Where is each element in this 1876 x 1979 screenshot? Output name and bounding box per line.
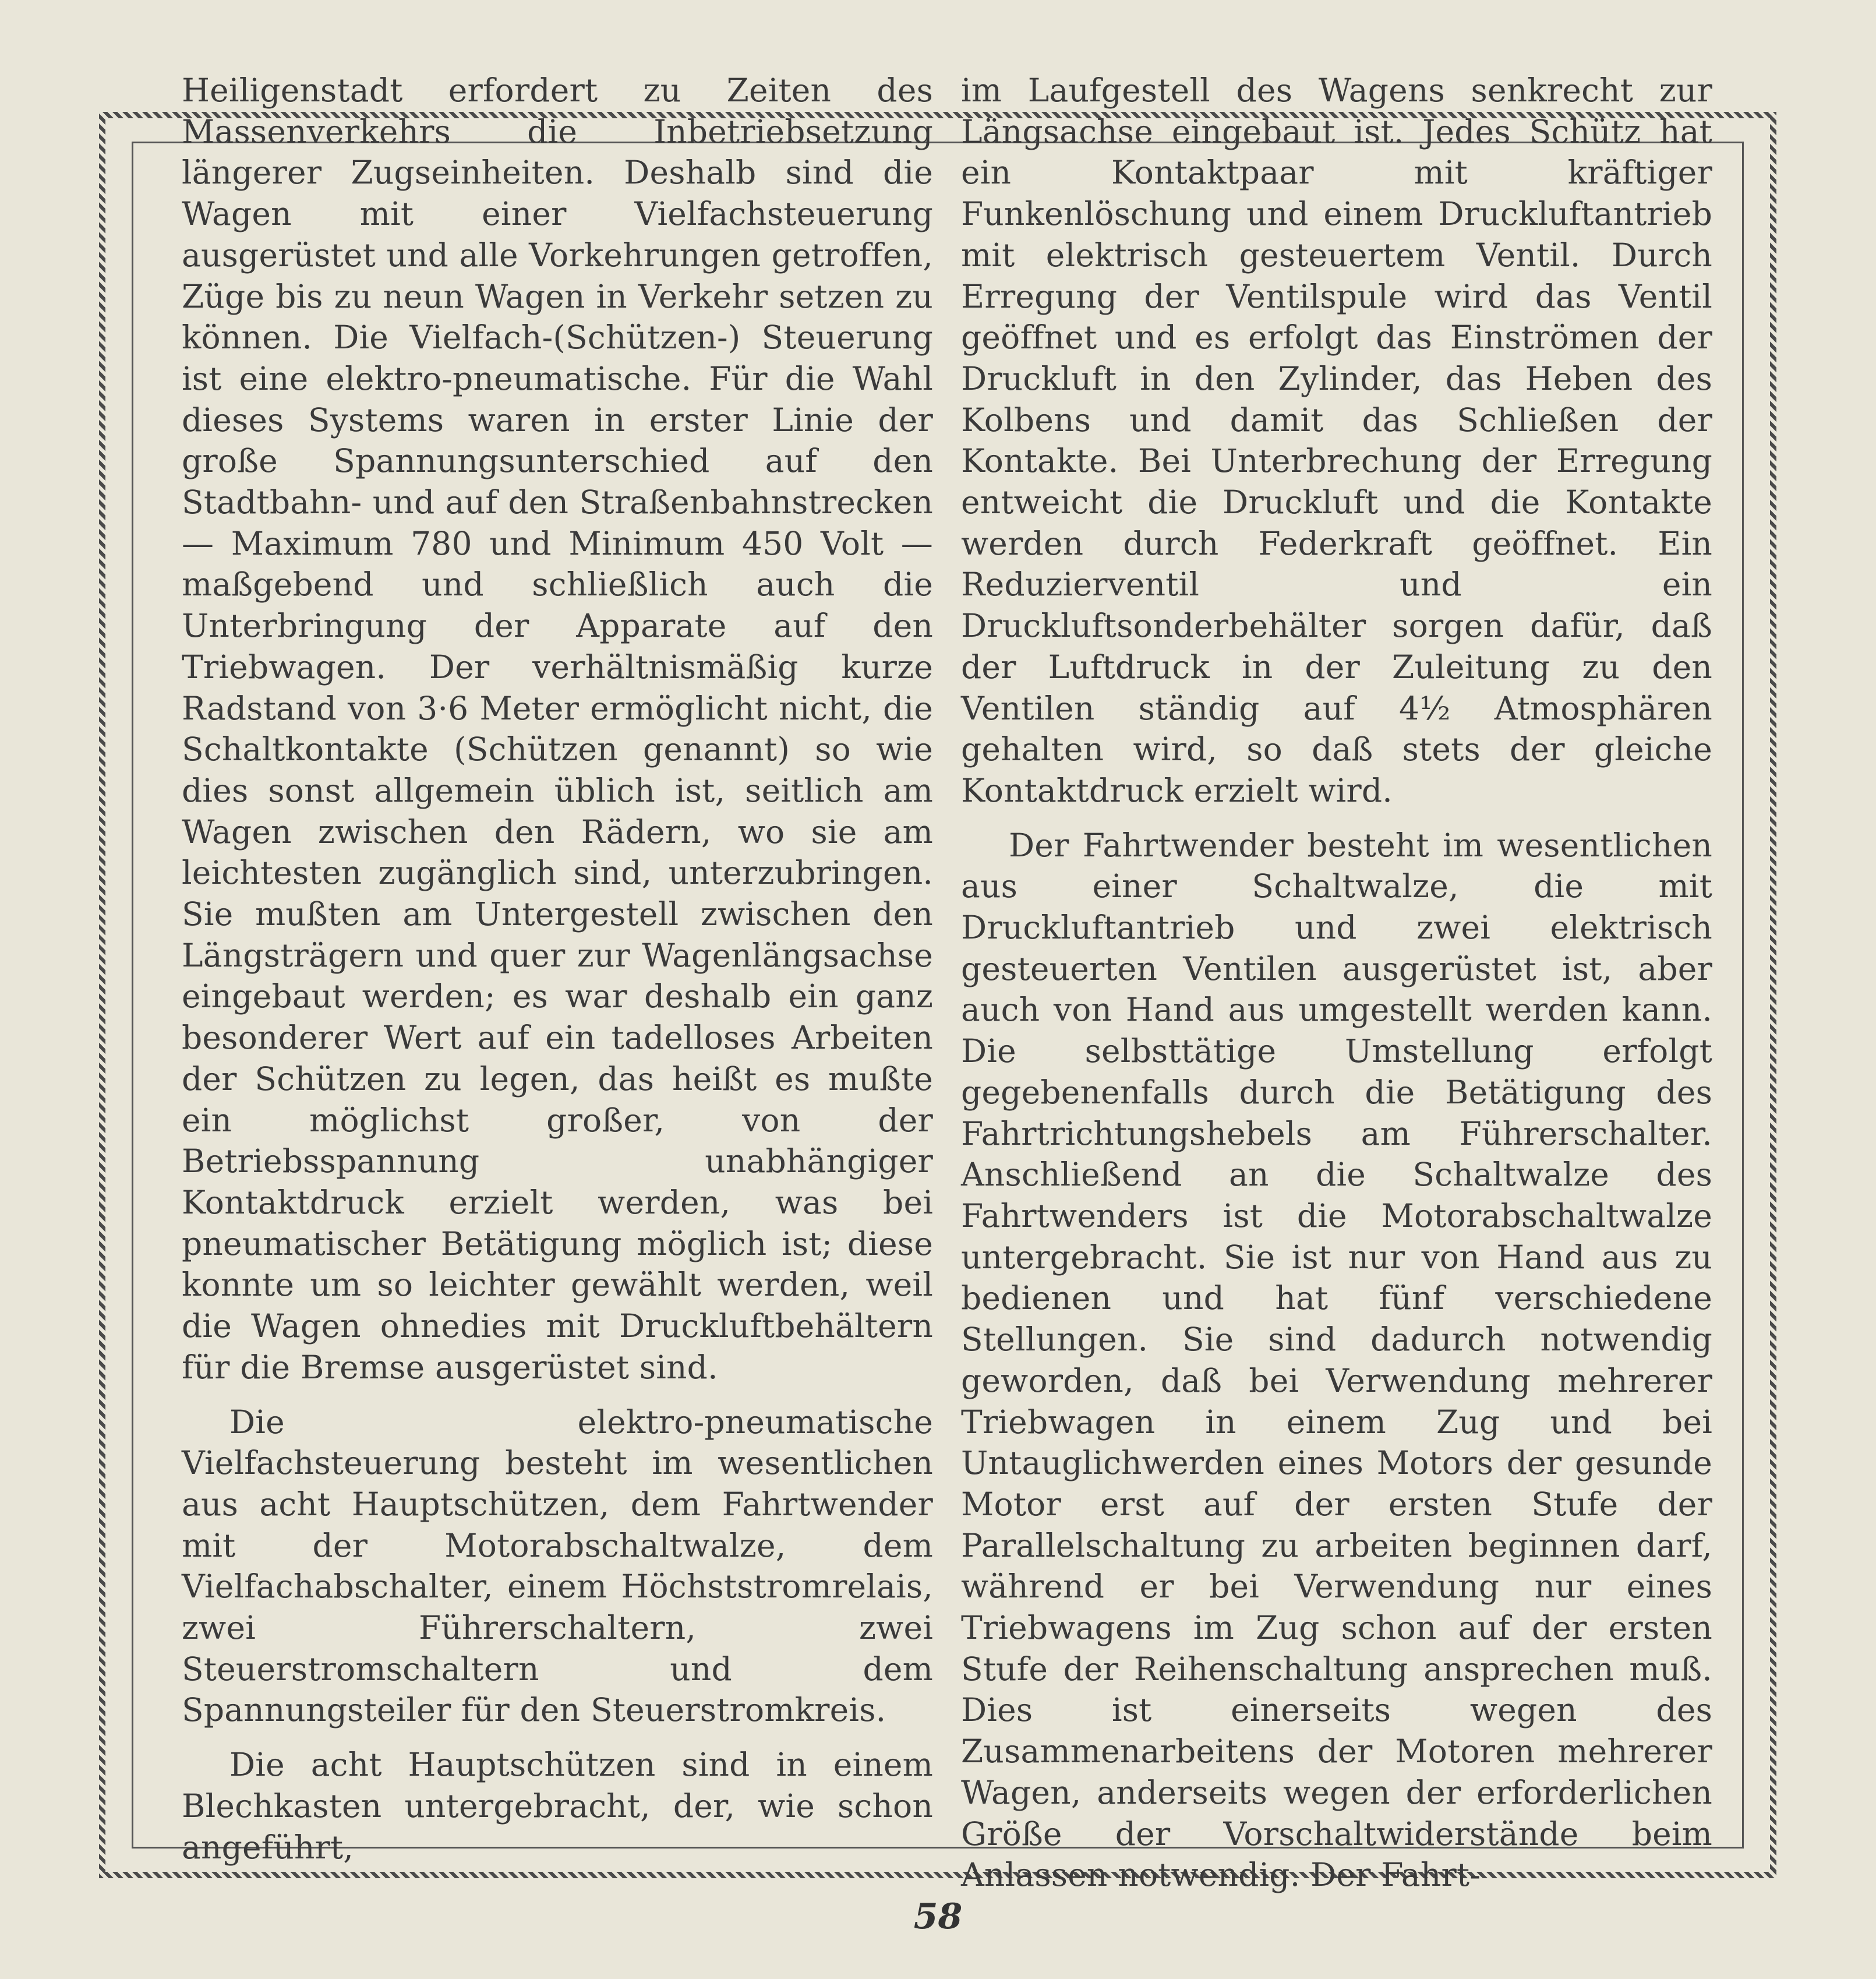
text-column-right <box>961 70 1712 1909</box>
text-column-left <box>182 70 933 1881</box>
paragraph: Die acht Hauptschützen sind in einem Blechkasten untergebracht, der, wie schon angeführt, <box>182 1746 933 1866</box>
paragraph: Der Fahrtwender besteht im wesentlichen aus einer Schaltwalze, die mit Druckluftantrieb und zwei elektrisch gesteuerten Ventilen ausgerüstet ist, aber auch von Hand aus umgestellt werden kann. Die selbsttätige Umstellung erfolgt gegebenenfalls durch die Betätigung des Fahrtrichtungshebels am Führerschalter. Anschließend an die Schaltwalze des Fahrtwenders ist die Motorabschaltwalze untergebracht. Sie ist nur von Hand aus zu bedienen und hat fünf verschiedene Stellungen. Sie sind dadurch notwendig geworden, daß bei Verwendung mehrerer Triebwagen in einem Zug und bei Untauglichwerden eines Motors der gesunde Motor erst auf der ersten Stufe der Parallelschaltung zu arbeiten beginnen darf, während er bei Verwendung nur eines Triebwagens im Zug schon auf der ersten Stufe der Reihenschaltung ansprechen muß. Dies ist einerseits wegen des Zusammenarbeitens der Motoren mehrerer Wagen, anderseits wegen der erforderlichen Größe der Vorschaltwiderstände beim Anlassen notwendig. Der Fahrt- <box>961 826 1712 1894</box>
paragraph: Heiligenstadt erfordert zu Zeiten des Massenverkehrs die Inbetriebsetzung längerer Zugseinheiten. Deshalb sind die Wagen mit einer Vielfachsteuerung ausgerüstet und alle Vorkehrungen getroffen, Züge bis zu neun Wagen in Verkehr setzen zu können. Die Vielfach-(Schützen-) Steuerung ist eine elektro-pneumatische. Für die Wahl dieses Systems waren in erster Linie der große Spannungsunterschied auf den Stadtbahn- und auf den Straßenbahnstrecken — Maximum 780 und Minimum 450 Volt — maßgebend und schließlich auch die Unterbringung der Apparate auf den Triebwagen. Der verhältnismäßig kurze Radstand von 3·6 Meter ermöglicht nicht, die Schaltkontakte (Schützen genannt) so wie dies sonst allgemein üblich ist, seitlich am Wagen zwischen den Rädern, wo sie am leichtesten zugänglich sind, unterzubringen. Sie mußten am Untergestell zwischen den Längsträgern und quer zur Wagenlängsachse eingebaut werden; es war deshalb ein ganz besonderer Wert auf ein tadelloses Arbeiten der Schützen zu legen, das heißt es mußte ein möglichst großer, von der Betriebsspannung unabhängiger Kontaktdruck erzielt werden, was bei pneumatischer Betätigung möglich ist; diese konnte um so leichter gewählt werden, weil die Wagen ohnedies mit Druckluftbehältern für die Bremse ausgerüstet sind. <box>182 72 933 1386</box>
paragraph: Die elektro-pneumatische Vielfachsteuerung besteht im wesentlichen aus acht Hauptschützen, dem Fahrtwender mit der Motorabschaltwalze, dem Vielfachabschalter, einem Höchststromrelais, zwei Führerschaltern, zwei Steuerstromschaltern und dem Spannungsteiler für den Steuerstromkreis. <box>182 1403 933 1729</box>
paragraph: im Laufgestell des Wagens senkrecht zur Längsachse eingebaut ist. Jedes Schütz hat ein Kontaktpaar mit kräftiger Funkenlöschung und einem Druckluftantrieb mit elektrisch gesteuertem Ventil. Durch Erregung der Ventilspule wird das Ventil geöffnet und es erfolgt das Einströmen der Druckluft in den Zylinder, das Heben des Kolbens und damit das Schließen der Kontakte. Bei Unterbrechung der Erregung entweicht die Druckluft und die Kontakte werden durch Federkraft geöffnet. Ein Reduzierventil und ein Druckluftsonderbehälter sorgen dafür, daß der Luftdruck in der Zuleitung zu den Ventilen ständig auf 4½ Atmosphären gehalten wird, so daß stets der gleiche Kontaktdruck erzielt wird. <box>961 72 1712 809</box>
page-number: 58 <box>913 1896 963 1937</box>
